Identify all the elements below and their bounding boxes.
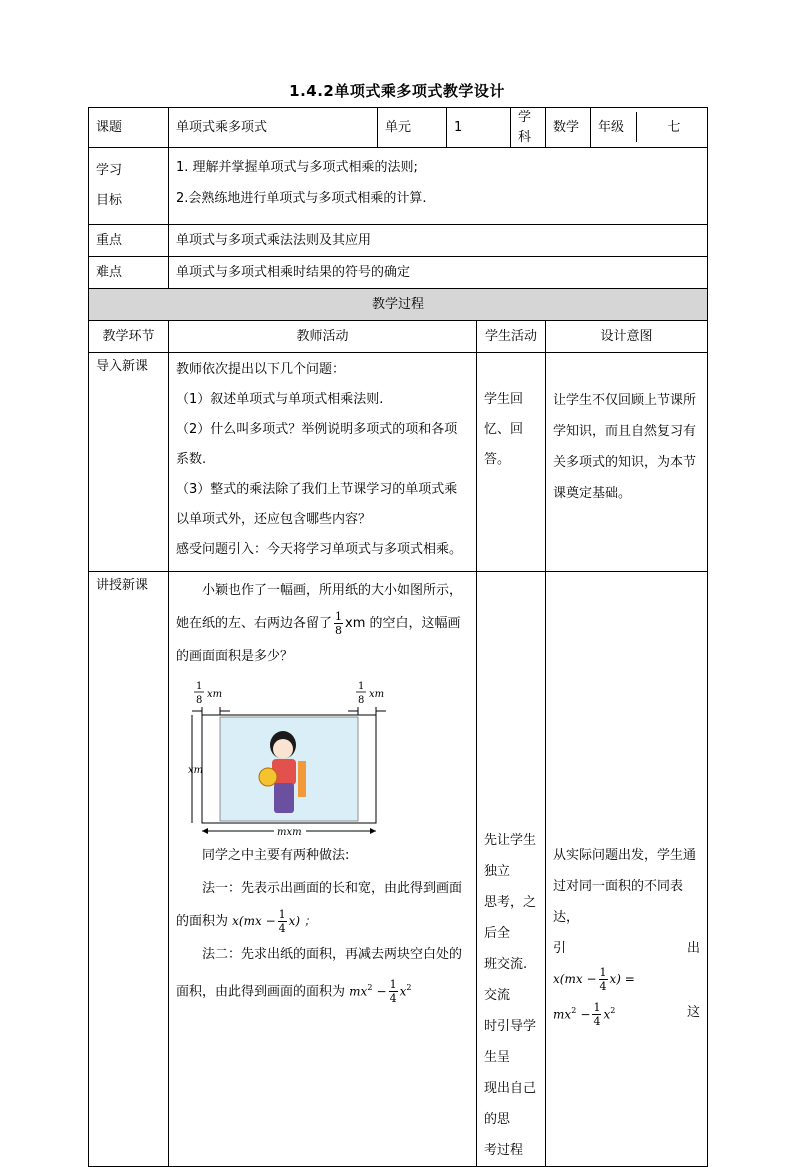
fraction: $\frac{1}{8}$ (335, 610, 343, 637)
subject-label: 学科 (511, 108, 546, 148)
difficulty-row (89, 257, 708, 289)
painting-figure (188, 677, 418, 837)
fraction: $\frac{1}{4}$ (389, 978, 397, 1006)
grade-cell (591, 108, 708, 148)
goals-row (89, 148, 708, 225)
fig-top-right-den: 8 (358, 695, 365, 706)
new-lesson-student: 先让学生独立 思考，之后全 班交流.交流 时引导学生呈 现出自己的思 考过程 (477, 572, 546, 1167)
goal-item: 1. 理解并掌握单项式与多项式相乘的法则; (176, 160, 418, 175)
fig-top-right-num: 1 (358, 681, 365, 692)
fig-top-left-den: 8 (196, 695, 203, 706)
goal-item: 2.会熟练地进行单项式与多项式相乘的计算. (176, 191, 427, 206)
fraction: $\frac{1}{4}$ (599, 966, 607, 993)
fig-side-label: xm (188, 765, 204, 776)
subject-value: 数学 (546, 108, 591, 148)
fraction: $\frac{1}{4}$ (593, 1001, 601, 1029)
difficulty-label: 难点 (89, 257, 169, 289)
lesson-plan-table (88, 107, 708, 1167)
process-header: 教学过程 (89, 289, 708, 321)
key-point-text: 单项式与多项式乘法法则及其应用 (169, 225, 708, 257)
goals-label: 学习 目标 (89, 148, 169, 225)
new-lesson-intent: 从实际问题出发，学生通过对同一面积的不同表达， 引 出 x(mx − $\frac{1}{4}$ x) = $mx^2$ − $\frac{1}{4}$ $x^2$ 这 (546, 572, 708, 1167)
intro-row (89, 353, 708, 572)
column-header-row (89, 321, 708, 353)
grade-label: 年级 (598, 119, 625, 135)
unit-label: 单元 (378, 108, 447, 148)
key-point-row (89, 225, 708, 257)
process-header-row (89, 289, 708, 321)
difficulty-text: 单项式与多项式相乘时结果的符号的确定 (169, 257, 708, 289)
topic-label: 课题 (89, 108, 169, 148)
key-point-label: 重点 (89, 225, 169, 257)
fig-bottom-label: mxm (277, 827, 302, 837)
column-teacher: 教师活动 (169, 321, 477, 353)
header-row (89, 108, 708, 148)
column-intent: 设计意图 (546, 321, 708, 353)
page-title: 1.4.2单项式乘多项式教学设计 (289, 82, 505, 100)
column-stage: 教学环节 (89, 321, 169, 353)
new-lesson-teacher: 小颖也作了一幅画，所用纸的大小如图所示， 她在纸的左、右两边各留了 $\frac{1}{8}$ xm 的空白，这幅画 的画面面积是多少？ 1 8 xm 1 8 xm xm mxm 同学之中主要有两种做法: 法一：先表示出画面的长和宽，由此得到画面 的面积为 x(mx − $\frac{1}{4}$ x) ； 法二：先求出纸的面积，再减去两块空白处的 面积，由此得到画面的面积为 $mx^2$ − $\frac{1}{4}$ $x^2$ (169, 572, 477, 1167)
new-lesson-row (89, 572, 708, 1167)
unit-value: 1 (447, 108, 511, 148)
intro-student: 学生回忆、回答。 (477, 353, 546, 572)
intro-intent: 让学生不仅回顾上节课所学知识，而且自然复习有关多项式的知识，为本节课奠定基础。 (546, 353, 708, 572)
goals-text (169, 148, 708, 225)
fig-top-left-unit: xm (207, 689, 223, 700)
new-lesson-stage: 讲授新课 (89, 572, 169, 1167)
fig-top-right-unit: xm (369, 689, 385, 700)
column-student: 学生活动 (477, 321, 546, 353)
topic-value: 单项式乘多项式 (169, 108, 378, 148)
grade-value: 七 (667, 119, 681, 135)
fraction: $\frac{1}{4}$ (278, 908, 286, 935)
fig-top-left-num: 1 (196, 681, 203, 692)
painting-diagram (188, 677, 418, 837)
intro-stage: 导入新课 (89, 353, 169, 572)
intro-teacher: 教师依次提出以下几个问题： （1）叙述单项式与单项式相乘法则. （2）什么叫多项式？举例说明多项式的项和各项 系数. （3）整式的乘法除了我们上节课学习的单项式乘 以单项式外，还应包含哪些内容？ 感受问题引入：今天将学习单项式与多项式相乘。 (169, 353, 477, 572)
